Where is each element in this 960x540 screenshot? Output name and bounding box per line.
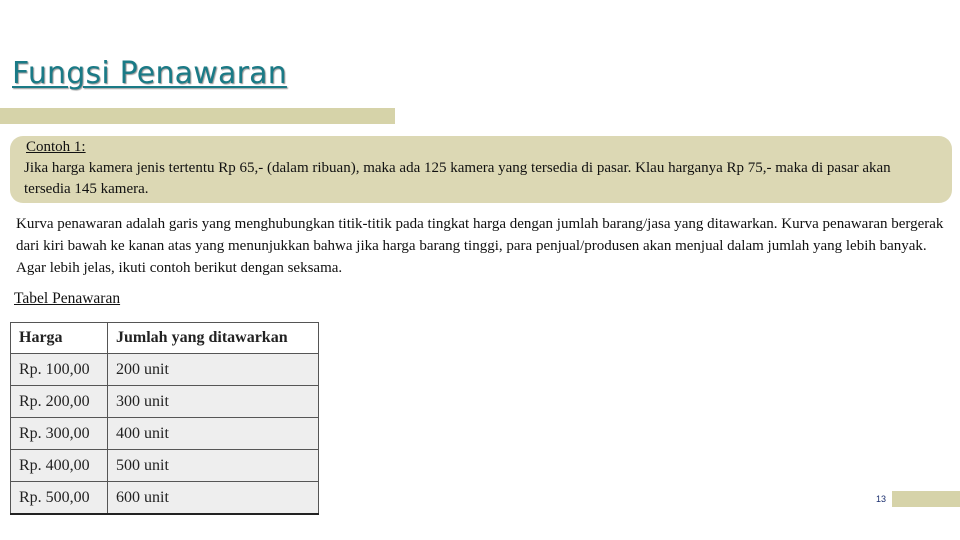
cell-price: Rp. 100,00 <box>11 354 108 386</box>
example-text: Jika harga kamera jenis tertentu Rp 65,- (dalam ribuan), maka ada 125 kamera yang tersedia di pasar. Klau harganya Rp 75,- maka di pasar akan tersedia 145 kamera. <box>24 160 891 197</box>
table-row <box>11 418 319 450</box>
title-accent-bar <box>0 108 395 124</box>
example-label: Contoh 1: <box>26 139 86 155</box>
cell-quantity: 500 unit <box>108 450 319 482</box>
cell-quantity: 200 unit <box>108 354 319 386</box>
table-row <box>11 482 319 515</box>
footer-accent-bar <box>892 491 960 507</box>
page-title: Fungsi Penawaran <box>12 56 287 91</box>
table-row <box>11 386 319 418</box>
cell-quantity: 300 unit <box>108 386 319 418</box>
cell-quantity: 600 unit <box>108 482 319 515</box>
table-row <box>11 354 319 386</box>
table-label: Tabel Penawaran <box>14 290 121 307</box>
cell-quantity: 400 unit <box>108 418 319 450</box>
body-paragraph: Kurva penawaran adalah garis yang menghubungkan titik-titik pada tingkat harga dengan jumlah barang/jasa yang ditawarkan. Kurva penawaran bergerak dari kiri bawah ke kanan atas yang menunjukkan bahwa jika harga barang tinggi, para penjual/produsen akan menjual dalam jumlah yang lebih banyak. Agar lebih jelas, ikuti contoh berikut dengan seksama. <box>16 216 944 276</box>
table-header-row <box>11 323 319 354</box>
cell-price: Rp. 200,00 <box>11 386 108 418</box>
supply-table <box>10 322 319 515</box>
cell-price: Rp. 500,00 <box>11 482 108 515</box>
header-price: Harga <box>11 323 108 354</box>
table-row <box>11 450 319 482</box>
cell-price: Rp. 300,00 <box>11 418 108 450</box>
header-quantity: Jumlah yang ditawarkan <box>108 323 319 354</box>
cell-price: Rp. 400,00 <box>11 450 108 482</box>
page-number: 13 <box>870 491 892 507</box>
